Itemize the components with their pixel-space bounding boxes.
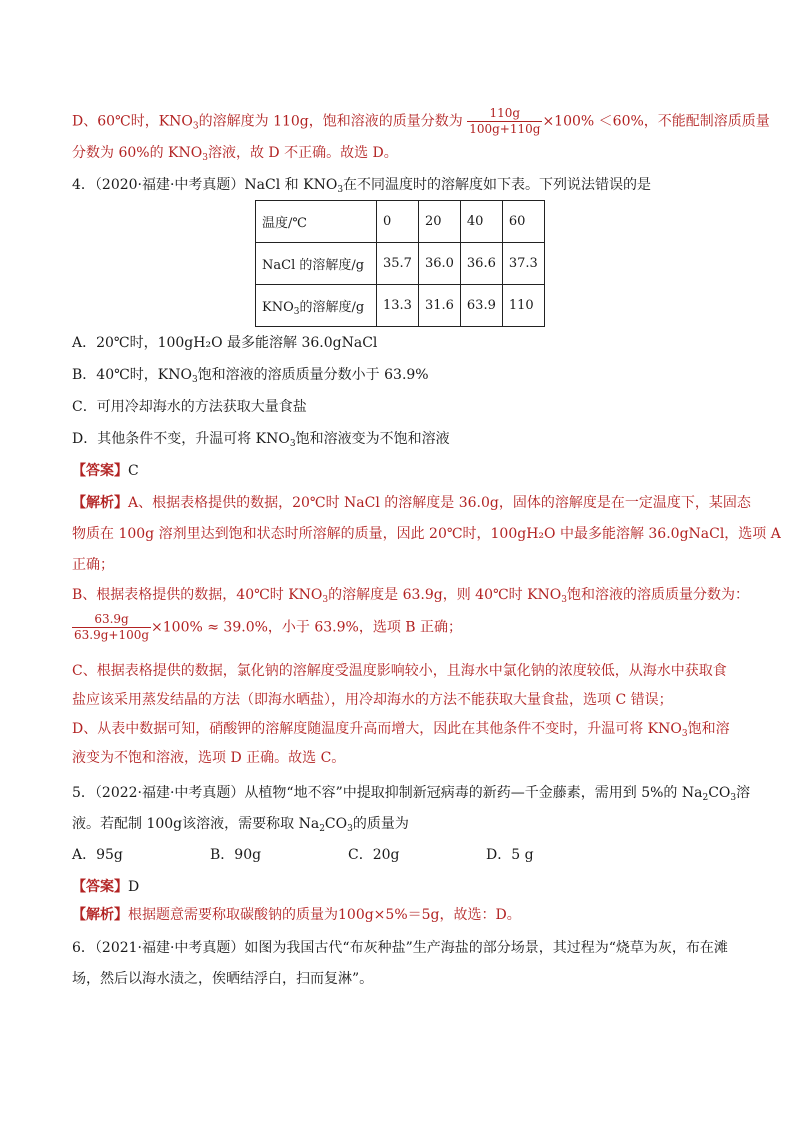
option-c: C．可用冷却海水的方法获取大量食盐 xyxy=(72,399,307,415)
subscript: 3 xyxy=(347,824,353,834)
text: B．40℃时，KNO xyxy=(72,367,192,383)
question-5-option-c: C．20g xyxy=(348,847,400,863)
subscript: 3 xyxy=(192,121,199,132)
table-row xyxy=(256,201,545,243)
text: 饱和溶液的溶质质量分数小于 63.9% xyxy=(197,367,429,383)
text: B、根据表格提供的数据，40℃时 KNO xyxy=(72,587,323,603)
analysis-line-1 xyxy=(72,493,751,513)
text: 饱和溶液变为不饱和溶液 xyxy=(295,431,450,447)
table-cell: 36.0 xyxy=(418,243,460,285)
text: 的溶解度是 63.9g，则 40℃时 KNO xyxy=(328,587,562,603)
option-d xyxy=(72,429,450,449)
text: ×100% ＜60%，不能配制溶质质量 xyxy=(542,113,770,130)
text: 分数为 60%的 KNO xyxy=(72,145,203,161)
answer-value: D xyxy=(128,879,140,895)
text: 的溶解度为 110g，饱和溶液的质量分数为 xyxy=(198,113,463,130)
prev-answer-d-line2 xyxy=(72,143,398,163)
question-5-option-d: D．5 g xyxy=(486,847,534,863)
analysis-d-line-2: 液变为不饱和溶液，选项 D 正确。故选 C。 xyxy=(72,750,346,766)
analysis-line-2: 物质在 100g 溶剂里达到饱和状态时所溶解的质量，因此 20℃时，100gH₂O 中最多能溶解 36.0gNaCl，选项 A xyxy=(72,526,781,542)
subscript: 3 xyxy=(337,185,344,195)
table-cell: 36.6 xyxy=(460,243,502,285)
option-b xyxy=(72,365,429,385)
analysis-tag: 【解析】 xyxy=(72,907,128,923)
analysis-d-line-1 xyxy=(72,719,730,739)
fraction xyxy=(467,106,542,137)
table-cell: 温度/℃ xyxy=(256,201,377,243)
question-5-stem-line-2 xyxy=(72,814,409,834)
analysis-b-line-1 xyxy=(72,585,749,605)
subscript: 3 xyxy=(289,439,296,449)
subscript: 2 xyxy=(319,824,325,834)
fraction-denominator: 100g+110g xyxy=(469,122,541,136)
table-row xyxy=(256,285,545,327)
text: D、60℃时，KNO xyxy=(72,113,193,130)
analysis-tag: 【解析】 xyxy=(72,495,128,511)
text: 液。若配制 100g该溶液，需要称取 Na xyxy=(72,816,320,832)
subscript: 3 xyxy=(730,793,737,803)
subscript: 3 xyxy=(191,375,198,385)
table-cell: 110 xyxy=(502,285,544,327)
text: D．其他条件不变，升温可将 KNO xyxy=(72,431,290,447)
text: 在不同温度时的溶解度如下表。下列说法错误的是 xyxy=(343,177,652,193)
question-5-option-b: B．90g xyxy=(210,847,262,863)
table-cell: NaCl 的溶解度/g xyxy=(256,243,377,285)
table-cell: 37.3 xyxy=(502,243,544,285)
text: A、根据表格提供的数据，20℃时 NaCl 的溶解度是 36.0g，固体的溶解度是在一定温度下，某固态 xyxy=(128,495,751,511)
answer-tag: 【答案】 xyxy=(72,463,128,479)
text: 饱和溶 xyxy=(687,721,730,737)
fraction-denominator: 63.9g+100g xyxy=(74,628,150,642)
subscript: 2 xyxy=(702,793,709,803)
text: 饱和溶液的溶质质量分数为： xyxy=(567,587,750,603)
text: 溶液，故 D 不正确。故选 D。 xyxy=(207,145,398,161)
question-5-stem-line-1 xyxy=(72,783,750,803)
subscript: 3 xyxy=(561,595,568,605)
text: D、从表中数据可知，硝酸钾的溶解度随温度升高而增大，因此在其他条件不变时，升温可将 KNO xyxy=(72,721,682,737)
table-cell: 0 xyxy=(377,201,419,243)
text: 的质量为 xyxy=(352,816,409,832)
table-row xyxy=(256,243,545,285)
answer-line xyxy=(72,461,139,481)
analysis-c-line-1: C、根据表格提供的数据，氯化钠的溶解度受温度影响较小，且海水中氯化钠的浓度较低，从海水中获取食 xyxy=(72,663,727,679)
question-6-stem-line-1: 6．（2021·福建·中考真题）如图为我国古代“布灰种盐”生产海盐的部分场景，其过程为“烧草为灰，布在滩 xyxy=(72,940,728,956)
fraction xyxy=(72,612,151,643)
subscript: 3 xyxy=(322,595,329,605)
text: 的溶解度/g xyxy=(299,300,365,315)
question-4-stem xyxy=(72,175,651,195)
analysis-b-line-2 xyxy=(72,612,462,643)
text: CO xyxy=(324,816,348,832)
table-cell: 60 xyxy=(502,201,544,243)
question-6-stem-line-2: 场，然后以海水渍之，俟晒结浮白，扫而复淋”。 xyxy=(72,971,374,987)
question-5-answer-line xyxy=(72,877,139,897)
analysis-line-3: 正确； xyxy=(72,557,114,573)
option-a: A．20℃时，100gH₂O 最多能溶解 36.0gNaCl xyxy=(72,335,378,351)
fraction-numerator: 110g xyxy=(467,106,542,122)
subscript: 3 xyxy=(202,153,208,163)
answer-tag: 【答案】 xyxy=(72,879,128,895)
table-cell: 20 xyxy=(418,201,460,243)
answer-value: C xyxy=(128,463,139,479)
text: CO xyxy=(708,785,731,801)
question-5-option-a: A．95g xyxy=(72,847,123,863)
table-cell: 63.9 xyxy=(460,285,502,327)
table-cell: 31.6 xyxy=(418,285,460,327)
question-5-analysis-line xyxy=(72,905,521,925)
subscript: 3 xyxy=(293,307,300,317)
fraction-numerator: 63.9g xyxy=(72,612,151,628)
text: 4．（2020·福建·中考真题）NaCl 和 KNO xyxy=(72,177,338,193)
subscript: 3 xyxy=(681,729,688,739)
prev-answer-d-line1 xyxy=(72,106,770,137)
text: ×100% ≈ 39.0%，小于 63.9%，选项 B 正确； xyxy=(151,619,463,636)
table-cell: 35.7 xyxy=(377,243,419,285)
analysis-c-line-2: 盐应该采用蒸发结晶的方法（即海水晒盐），用冷却海水的方法不能获取大量食盐，选项 C 错误； xyxy=(72,692,673,708)
text: 5．（2022·福建·中考真题）从植物“地不容”中提取抑制新冠病毒的新药—千金藤素，需用到 5%的 Na xyxy=(72,785,703,801)
table-cell: 40 xyxy=(460,201,502,243)
table-cell xyxy=(256,285,377,327)
text: 溶 xyxy=(736,785,751,801)
solubility-table xyxy=(255,200,545,327)
table-cell: 13.3 xyxy=(377,285,419,327)
text: KNO xyxy=(262,300,294,315)
text: 根据题意需要称取碳酸钠的质量为100g×5%＝5g，故选：D。 xyxy=(128,907,521,923)
